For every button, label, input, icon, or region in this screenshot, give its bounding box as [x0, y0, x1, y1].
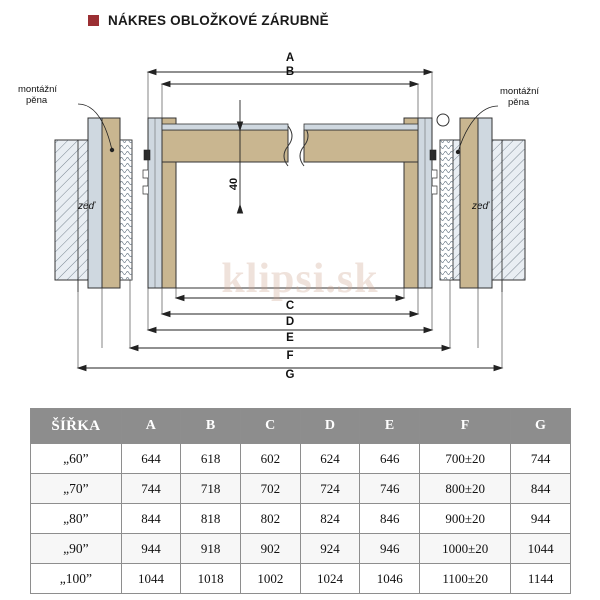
cell-G: 944	[511, 504, 571, 534]
cell-C: 902	[241, 534, 301, 564]
dimension-label-E: E	[286, 332, 294, 344]
table-header-E: E	[360, 409, 420, 444]
cell-C: 1002	[241, 564, 301, 594]
cell-E: 646	[360, 444, 420, 474]
dimension-label-G: G	[285, 369, 295, 381]
cell-C: 802	[241, 504, 301, 534]
cell-sirka: „100”	[31, 564, 122, 594]
table-row	[31, 474, 571, 504]
watermark: klipsi.sk	[221, 256, 379, 302]
cell-D: 1024	[300, 564, 360, 594]
wall-label-left: zeď	[78, 201, 95, 212]
cell-A: 1044	[121, 564, 181, 594]
cell-G: 1144	[511, 564, 571, 594]
callout-left-line2: pěna	[26, 95, 48, 106]
cell-D: 624	[300, 444, 360, 474]
cell-sirka: „60”	[31, 444, 122, 474]
cell-B: 918	[181, 534, 241, 564]
cell-A: 844	[121, 504, 181, 534]
cell-F: 900±20	[420, 504, 511, 534]
page-title-text: NÁKRES OBLOŽKOVÉ ZÁRUBNĚ	[108, 13, 329, 28]
cell-D: 724	[300, 474, 360, 504]
table-row	[31, 534, 571, 564]
frame-header	[162, 124, 418, 166]
cell-C: 602	[241, 444, 301, 474]
callout-right-line1: montážní	[500, 86, 540, 97]
cell-B: 618	[181, 444, 241, 474]
cell-B: 818	[181, 504, 241, 534]
cell-A: 744	[121, 474, 181, 504]
cell-C: 702	[241, 474, 301, 504]
cell-E: 846	[360, 504, 420, 534]
cell-sirka: „70”	[31, 474, 122, 504]
callout-left-line1: montážní	[18, 84, 58, 95]
cell-B: 718	[181, 474, 241, 504]
cell-F: 1000±20	[420, 534, 511, 564]
table-row	[31, 564, 571, 594]
cell-F: 1100±20	[420, 564, 511, 594]
table-header-row	[31, 409, 571, 444]
table-row	[31, 504, 571, 534]
table-header-C: C	[241, 409, 301, 444]
cell-G: 744	[511, 444, 571, 474]
table-header-A: A	[121, 409, 181, 444]
cell-A: 644	[121, 444, 181, 474]
callout-left-montazni-pena	[18, 84, 57, 106]
cell-B: 1018	[181, 564, 241, 594]
table-header-F: F	[420, 409, 511, 444]
table-header-B: B	[181, 409, 241, 444]
callout-right-montazni-pena	[500, 86, 539, 108]
table-header-sirka: ŠÍŘKA	[31, 409, 122, 444]
table-header-G: G	[511, 409, 571, 444]
cell-D: 824	[300, 504, 360, 534]
cell-sirka: „90”	[31, 534, 122, 564]
cell-F: 800±20	[420, 474, 511, 504]
cell-E: 946	[360, 534, 420, 564]
table-header-D: D	[300, 409, 360, 444]
table-row	[31, 444, 571, 474]
cell-G: 844	[511, 474, 571, 504]
dimension-label-B: B	[285, 66, 295, 78]
dimension-label-D: D	[285, 316, 295, 328]
wall-label-right: zeď	[472, 201, 489, 212]
dimension-label-F: F	[286, 350, 294, 362]
dimension-label-A: A	[285, 52, 295, 64]
cell-E: 746	[360, 474, 420, 504]
cell-sirka: „80”	[31, 504, 122, 534]
cell-D: 924	[300, 534, 360, 564]
cell-E: 1046	[360, 564, 420, 594]
cell-G: 1044	[511, 534, 571, 564]
callout-right-line2: pěna	[508, 97, 530, 108]
dimensions-table	[30, 408, 571, 594]
cell-A: 944	[121, 534, 181, 564]
dimensions-table-wrapper	[30, 408, 571, 594]
dimension-label-40: 40	[228, 177, 241, 191]
dimension-label-C: C	[285, 300, 295, 312]
cell-F: 700±20	[420, 444, 511, 474]
